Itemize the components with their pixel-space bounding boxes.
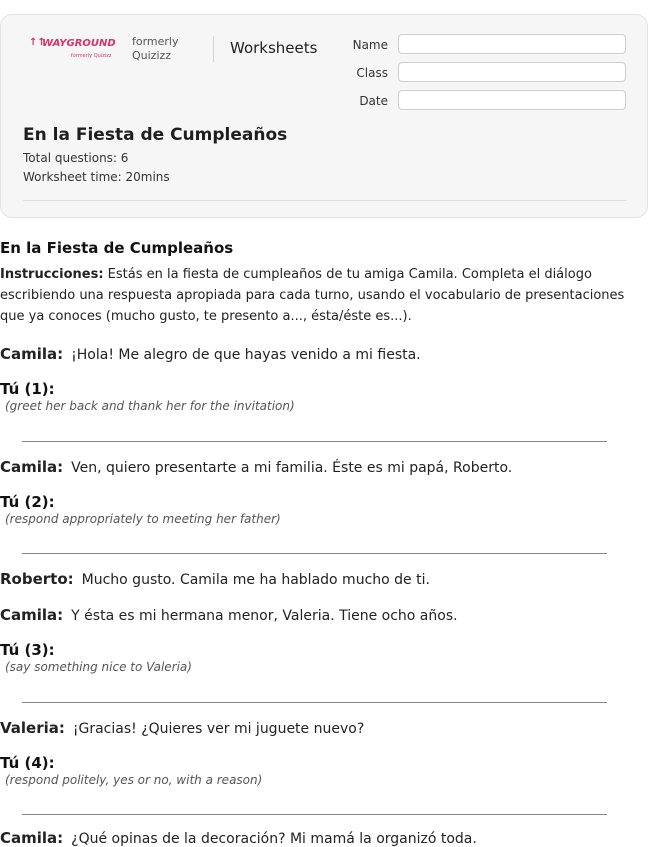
date-field[interactable] bbox=[398, 90, 626, 110]
speaker-name: Camila: bbox=[0, 829, 64, 847]
response-label: Tú (3): bbox=[0, 641, 55, 659]
speaker-name: Roberto: bbox=[0, 570, 74, 588]
header-divider bbox=[213, 36, 214, 62]
dialogue-text: ¡Hola! Me alegro de que hayas venido a mi fiesta. bbox=[71, 347, 421, 363]
instructions-label: Instrucciones: bbox=[0, 267, 104, 282]
worksheet-header-card bbox=[0, 14, 648, 218]
formerly-quizizz-note: formerly Quizizz bbox=[132, 35, 179, 62]
instructions bbox=[0, 264, 648, 327]
response-label: Tú (2): bbox=[0, 493, 55, 511]
answer-line[interactable] bbox=[22, 814, 607, 815]
response-label: Tú (4): bbox=[0, 754, 55, 772]
name-label: Name bbox=[352, 38, 388, 52]
speaker-name: Camila: bbox=[0, 458, 64, 476]
response-label: Tú (1): bbox=[0, 380, 55, 398]
total-questions: Total questions: 6 bbox=[23, 151, 129, 165]
logo-wordmark: WAYGROUND bbox=[42, 38, 116, 49]
answer-line[interactable] bbox=[22, 702, 607, 703]
dialogue-text: Ven, quiero presentarte a mi familia. Éste es mi papá, Roberto. bbox=[71, 460, 513, 476]
answer-line[interactable] bbox=[22, 441, 607, 442]
speaker-name: Valeria: bbox=[0, 719, 65, 737]
dialogue-line bbox=[0, 345, 421, 363]
speaker-name: Camila: bbox=[0, 606, 64, 624]
dialogue-text: Y ésta es mi hermana menor, Valeria. Tiene ocho años. bbox=[71, 608, 458, 624]
worksheet-time: Worksheet time: 20mins bbox=[23, 170, 170, 184]
class-label: Class bbox=[356, 66, 388, 80]
dialogue-text: Mucho gusto. Camila me ha hablado mucho de ti. bbox=[81, 572, 430, 588]
speaker-name: Camila: bbox=[0, 345, 64, 363]
logo-subtitle: formerly Quizizz bbox=[71, 53, 112, 59]
dialogue-text: ¿Qué opinas de la decoración? Mi mamá la organizó toda. bbox=[71, 831, 477, 847]
dialogue-line bbox=[0, 719, 364, 737]
response-hint: (respond appropriately to meeting her father) bbox=[5, 512, 281, 526]
response-hint: (respond politely, yes or no, with a reason) bbox=[5, 773, 263, 787]
response-hint: (greet her back and thank her for the invitation) bbox=[5, 399, 295, 413]
dialogue-line bbox=[0, 570, 430, 588]
name-field[interactable] bbox=[398, 34, 626, 54]
logo-mark-icon: ↑↑ bbox=[29, 37, 46, 48]
dialogue-text: ¡Gracias! ¿Quieres ver mi juguete nuevo? bbox=[72, 721, 365, 737]
response-hint: (say something nice to Valeria) bbox=[5, 660, 192, 674]
dialogue-line bbox=[0, 458, 512, 476]
answer-line[interactable] bbox=[22, 553, 607, 554]
wayground-logo bbox=[29, 37, 121, 61]
header-rule bbox=[23, 200, 627, 201]
worksheet-title: En la Fiesta de Cumpleaños bbox=[23, 125, 288, 145]
section-title: Worksheets bbox=[230, 39, 318, 57]
document-title: En la Fiesta de Cumpleaños bbox=[0, 239, 234, 257]
dialogue-line bbox=[0, 606, 458, 624]
date-label: Date bbox=[359, 94, 388, 108]
dialogue-line bbox=[0, 829, 477, 847]
class-field[interactable] bbox=[398, 62, 626, 82]
instructions-text: Estás en la fiesta de cumpleaños de tu amiga Camila. Completa el diálogo escribiendo una respuesta apropiada para cada turno, usando el vocabulario de presentaciones que ya conoces (mucho gusto, te presento a..., ésta/éste es...). bbox=[0, 267, 625, 324]
